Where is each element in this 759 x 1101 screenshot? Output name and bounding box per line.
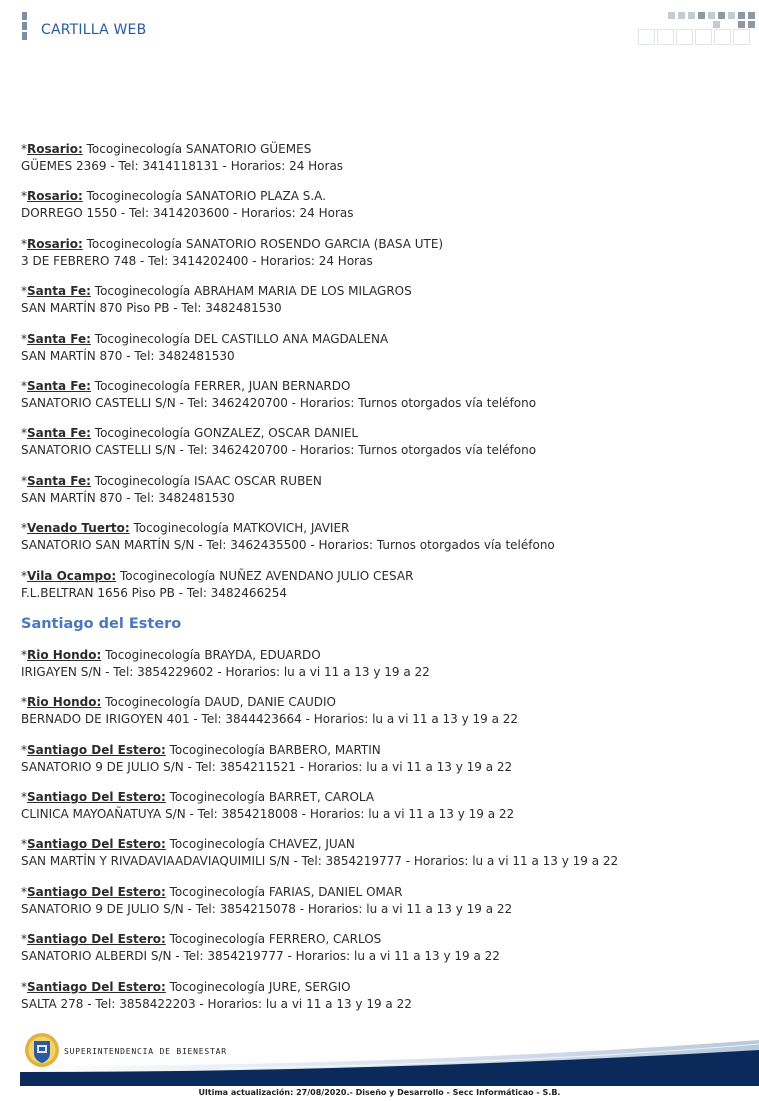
city-label: Santiago Del Estero:	[27, 884, 166, 899]
provider-address: GÜEMES 2369 - Tel: 3414118131 - Horarios: 24 Horas	[21, 159, 344, 173]
provider-entry	[21, 931, 749, 965]
provider-heading: *Rosario: Tocoginecología SANATORIO GÜEMES	[21, 142, 312, 156]
provider-heading: *Santa Fe: Tocoginecología DEL CASTILLO ANA MAGDALENA	[21, 331, 389, 346]
provider-name: Tocoginecología DAUD, DANIE CAUDIO	[105, 695, 336, 710]
provider-address: 3 DE FEBRERO 748 - Tel: 3414202400 - Horarios: 24 Horas	[21, 253, 373, 268]
provider-list	[21, 141, 749, 1026]
provider-entry	[21, 836, 749, 870]
provider-heading: *Venado Tuerto: Tocoginecología MATKOVICH, JAVIER	[21, 521, 350, 536]
provider-entry	[21, 473, 749, 507]
provider-name: Tocoginecología MATKOVICH, JAVIER	[133, 521, 350, 536]
city-label: Santiago Del Estero:	[27, 742, 166, 757]
city-label: Santiago Del Estero:	[27, 979, 166, 994]
section-title: Santiago del Estero	[21, 615, 182, 632]
provider-entry	[21, 331, 749, 365]
provider-name: Tocoginecología SANATORIO ROSENDO GARCIA (BASA UTE)	[86, 236, 444, 251]
provider-heading: *Rio Hondo: Tocoginecología DAUD, DANIE CAUDIO	[21, 695, 336, 710]
seal-logo	[24, 1032, 60, 1068]
provider-address: SALTA 278 - Tel: 3858422203 - Horarios: lu a vi 11 a 13 y 19 a 22	[21, 996, 412, 1011]
provider-entry	[21, 378, 749, 412]
provider-list-santiago	[21, 647, 749, 1013]
provider-entry	[21, 520, 749, 554]
city-label: Santa Fe:	[27, 473, 91, 488]
city-label: Santa Fe:	[27, 284, 91, 299]
city-label: Rosario:	[27, 142, 83, 156]
city-label: Rosario:	[27, 189, 83, 204]
provider-entry	[21, 789, 749, 823]
provider-address: SAN MARTÍN 870 - Tel: 3482481530	[21, 490, 235, 505]
provider-entry	[21, 236, 749, 270]
provider-name: Tocoginecología ISAAC OSCAR RUBEN	[94, 473, 322, 488]
provider-heading: *Rosario: Tocoginecología SANATORIO ROSENDO GARCIA (BASA UTE)	[21, 236, 444, 251]
provider-entry	[21, 694, 749, 728]
provider-address: SANATORIO SAN MARTÍN S/N - Tel: 3462435500 - Horarios: Turnos otorgados vía teléfono	[21, 538, 555, 553]
provider-name: Tocoginecología FERRER, JUAN BERNARDO	[94, 378, 351, 393]
footer-note: Ultima actualización: 27/08/2020.- Diseño y Desarrollo - Secc Informáticao - S.B.	[198, 1088, 561, 1097]
provider-name: Tocoginecología NUÑEZ AVENDANO JULIO CESAR	[119, 568, 414, 583]
provider-heading: *Santiago Del Estero: Tocoginecología BARBERO, MARTIN	[21, 742, 381, 757]
city-label: Santa Fe:	[27, 331, 91, 346]
header-accent-bar	[22, 12, 27, 46]
provider-heading: *Santiago Del Estero: Tocoginecología JURE, SERGIO	[21, 979, 351, 994]
city-label: Vila Ocampo:	[27, 568, 117, 583]
provider-address: SANATORIO 9 DE JULIO S/N - Tel: 3854215078 - Horarios: lu a vi 11 a 13 y 19 a 22	[21, 901, 513, 916]
provider-entry	[21, 283, 749, 317]
page-title: CARTILLA WEB	[41, 22, 147, 38]
provider-heading: *Santa Fe: Tocoginecología ISAAC OSCAR RUBEN	[21, 473, 322, 488]
provider-entry	[21, 647, 749, 681]
provider-address: CLINICA MAYOAÑATUYA S/N - Tel: 3854218008 - Horarios: lu a vi 11 a 13 y 19 a 22	[21, 807, 515, 822]
provider-heading: *Rio Hondo: Tocoginecología BRAYDA, EDUARDO	[21, 647, 321, 662]
provider-entry	[21, 568, 749, 602]
provider-heading: *Santa Fe: Tocoginecología ABRAHAM MARIA DE LOS MILAGROS	[21, 284, 412, 299]
provider-name: Tocoginecología SANATORIO PLAZA S.A.	[86, 189, 326, 204]
provider-name: Tocoginecología BRAYDA, EDUARDO	[105, 647, 321, 662]
provider-name: Tocoginecología BARRET, CAROLA	[169, 790, 375, 805]
city-label: Santiago Del Estero:	[27, 837, 166, 852]
provider-address: BERNADO DE IRIGOYEN 401 - Tel: 3844423664 - Horarios: lu a vi 11 a 13 y 19 a 22	[21, 712, 519, 727]
city-label: Santa Fe:	[27, 426, 91, 441]
provider-name: Tocoginecología ABRAHAM MARIA DE LOS MILAGROS	[94, 284, 412, 299]
city-label: Venado Tuerto:	[27, 521, 130, 536]
provider-address: SAN MARTÍN 870 - Tel: 3482481530	[21, 348, 235, 363]
provider-name: Tocoginecología FARIAS, DANIEL OMAR	[169, 884, 403, 899]
provider-address: F.L.BELTRAN 1656 Piso PB - Tel: 3482466254	[21, 585, 288, 600]
provider-name: Tocoginecología CHAVEZ, JUAN	[169, 837, 355, 852]
provider-address: SAN MARTÍN Y RIVADAVIAADAVIAQUIMILI S/N - Tel: 3854219777 - Horarios: lu a vi 11 a 13 y 19 a 22	[21, 854, 619, 869]
provider-heading: *Santa Fe: Tocoginecología GONZALEZ, OSCAR DANIEL	[21, 426, 359, 441]
provider-heading: *Santiago Del Estero: Tocoginecología CHAVEZ, JUAN	[21, 837, 355, 852]
city-label: Rosario:	[27, 236, 83, 251]
city-label: Rio Hondo:	[27, 647, 102, 662]
provider-heading: *Vila Ocampo: Tocoginecología NUÑEZ AVENDANO JULIO CESAR	[21, 568, 414, 583]
provider-heading: *Santa Fe: Tocoginecología FERRER, JUAN BERNARDO	[21, 378, 351, 393]
provider-address: DORREGO 1550 - Tel: 3414203600 - Horarios: 24 Horas	[21, 206, 354, 221]
provider-name: Tocoginecología SANATORIO GÜEMES	[86, 142, 312, 156]
provider-heading: *Santiago Del Estero: Tocoginecología BARRET, CAROLA	[21, 790, 375, 805]
provider-entry	[21, 188, 749, 222]
city-label: Santiago Del Estero:	[27, 790, 166, 805]
provider-name: Tocoginecología DEL CASTILLO ANA MAGDALENA	[94, 331, 389, 346]
provider-name: Tocoginecología GONZALEZ, OSCAR DANIEL	[94, 426, 359, 441]
provider-entry	[21, 141, 749, 175]
provider-heading: *Santiago Del Estero: Tocoginecología FARIAS, DANIEL OMAR	[21, 884, 403, 899]
city-label: Santiago Del Estero:	[27, 932, 166, 947]
provider-heading: *Santiago Del Estero: Tocoginecología FERRERO, CARLOS	[21, 932, 382, 947]
footer-banner	[20, 1028, 759, 1086]
provider-list-santa-fe	[21, 141, 749, 602]
provider-name: Tocoginecología FERRERO, CARLOS	[169, 932, 382, 947]
header-decoration	[638, 12, 758, 46]
provider-address: SANATORIO 9 DE JULIO S/N - Tel: 3854211521 - Horarios: lu a vi 11 a 13 y 19 a 22	[21, 759, 513, 774]
city-label: Santa Fe:	[27, 378, 91, 393]
provider-name: Tocoginecología BARBERO, MARTIN	[169, 742, 381, 757]
provider-heading: *Rosario: Tocoginecología SANATORIO PLAZA S.A.	[21, 189, 326, 204]
provider-entry	[21, 742, 749, 776]
organization-name: SUPERINTENDENCIA DE BIENESTAR	[64, 1047, 227, 1056]
provider-entry	[21, 884, 749, 918]
provider-address: IRIGAYEN S/N - Tel: 3854229602 - Horarios: lu a vi 11 a 13 y 19 a 22	[21, 664, 430, 679]
city-label: Rio Hondo:	[27, 695, 102, 710]
provider-name: Tocoginecología JURE, SERGIO	[169, 979, 351, 994]
provider-address: SANATORIO ALBERDI S/N - Tel: 3854219777 - Horarios: lu a vi 11 a 13 y 19 a 22	[21, 949, 500, 964]
provider-address: SAN MARTÍN 870 Piso PB - Tel: 3482481530	[21, 301, 282, 316]
provider-address: SANATORIO CASTELLI S/N - Tel: 3462420700 - Horarios: Turnos otorgados vía teléfono	[21, 443, 537, 458]
provider-entry	[21, 425, 749, 459]
provider-entry	[21, 979, 749, 1013]
provider-address: SANATORIO CASTELLI S/N - Tel: 3462420700 - Horarios: Turnos otorgados vía teléfono	[21, 395, 537, 410]
